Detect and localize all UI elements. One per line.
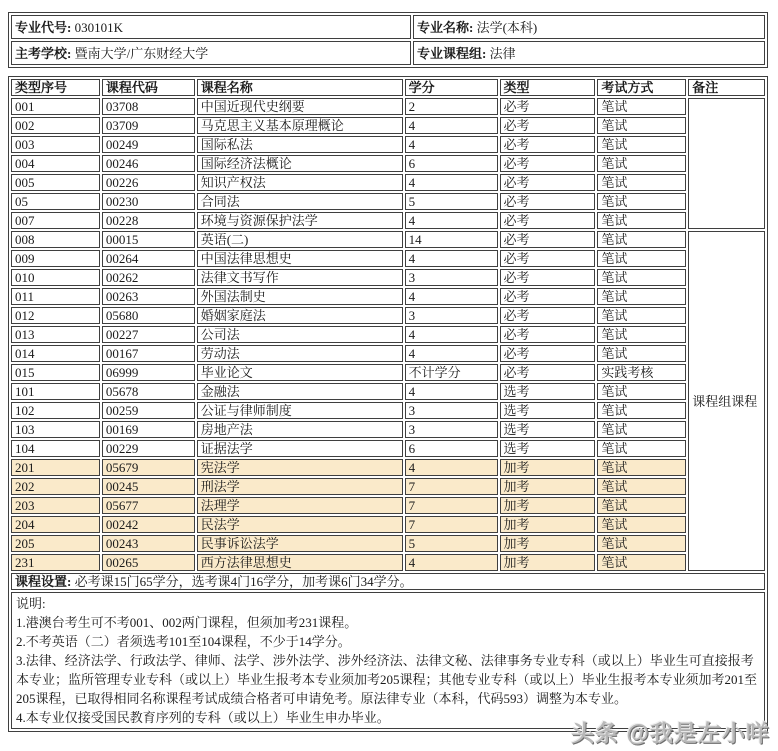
- cell-code: 00230: [102, 193, 195, 210]
- table-row: [11, 117, 765, 134]
- cell-exam: 笔试: [597, 326, 686, 343]
- course-setup-summary: [11, 573, 765, 590]
- column-header: 学分: [405, 79, 498, 96]
- cell-name: 马克思主义基本原理概论: [197, 117, 403, 134]
- cell-type: 选考: [500, 421, 596, 438]
- cell-credits: 6: [405, 440, 498, 457]
- course-group-label: 专业课程组:: [417, 45, 487, 61]
- cell-type: 选考: [500, 440, 596, 457]
- notes-block: [11, 592, 765, 729]
- cell-credits: 4: [405, 117, 498, 134]
- cell-exam: 笔试: [597, 421, 686, 438]
- cell-code: 00263: [102, 288, 195, 305]
- cell-credits: 4: [405, 212, 498, 229]
- cell-code: 00245: [102, 478, 195, 495]
- table-row: [11, 421, 765, 438]
- cell-code: 00243: [102, 535, 195, 552]
- cell-name: 毕业论文: [197, 364, 403, 381]
- cell-credits: 7: [405, 478, 498, 495]
- cell-seq: 101: [11, 383, 100, 400]
- cell-credits: 2: [405, 98, 498, 115]
- column-header: 课程名称: [197, 79, 403, 96]
- cell-name: 环境与资源保护法学: [197, 212, 403, 229]
- cell-credits: 3: [405, 269, 498, 286]
- cell-type: 必考: [500, 231, 596, 248]
- cell-seq: 104: [11, 440, 100, 457]
- table-row: [11, 155, 765, 172]
- column-header: 备注: [688, 79, 765, 96]
- cell-name: 宪法学: [197, 459, 403, 476]
- cell-name: 国际经济法概论: [197, 155, 403, 172]
- table-row: [11, 193, 765, 210]
- cell-type: 选考: [500, 383, 596, 400]
- cell-seq: 202: [11, 478, 100, 495]
- cell-type: 加考: [500, 535, 596, 552]
- cell-code: 05680: [102, 307, 195, 324]
- course-group-cell: [413, 41, 765, 65]
- cell-type: 必考: [500, 250, 596, 267]
- cell-seq: 204: [11, 516, 100, 533]
- cell-credits: 3: [405, 421, 498, 438]
- remark-group-cell: 课程组课程: [688, 231, 765, 571]
- cell-exam: 笔试: [597, 307, 686, 324]
- cell-name: 国际私法: [197, 136, 403, 153]
- cell-type: 加考: [500, 516, 596, 533]
- school-value: 暨南大学/广东财经大学: [74, 45, 209, 61]
- cell-code: 00262: [102, 269, 195, 286]
- table-row: [11, 250, 765, 267]
- cell-credits: 4: [405, 288, 498, 305]
- cell-exam: 笔试: [597, 402, 686, 419]
- cell-seq: 201: [11, 459, 100, 476]
- table-row: [11, 136, 765, 153]
- cell-exam: 笔试: [597, 440, 686, 457]
- info-row: [11, 15, 765, 39]
- cell-seq: 007: [11, 212, 100, 229]
- cell-name: 公证与律师制度: [197, 402, 403, 419]
- table-row: [11, 535, 765, 552]
- cell-seq: 014: [11, 345, 100, 362]
- cell-type: 选考: [500, 402, 596, 419]
- table-row: [11, 440, 765, 457]
- cell-name: 合同法: [197, 193, 403, 210]
- cell-name: 金融法: [197, 383, 403, 400]
- cell-code: 00246: [102, 155, 195, 172]
- cell-credits: 4: [405, 174, 498, 191]
- table-row: [11, 345, 765, 362]
- cell-code: 00015: [102, 231, 195, 248]
- cell-credits: 5: [405, 193, 498, 210]
- cell-exam: 实践考核: [597, 364, 686, 381]
- cell-credits: 3: [405, 307, 498, 324]
- cell-type: 必考: [500, 364, 596, 381]
- cell-code: 00227: [102, 326, 195, 343]
- remark-empty-cell: [688, 98, 765, 229]
- column-header: 考试方式: [597, 79, 686, 96]
- cell-credits: 不计学分: [405, 364, 498, 381]
- cell-name: 英语(二): [197, 231, 403, 248]
- cell-code: 00264: [102, 250, 195, 267]
- cell-seq: 001: [11, 98, 100, 115]
- column-header: 类型: [500, 79, 596, 96]
- table-row: [11, 174, 765, 191]
- cell-name: 劳动法: [197, 345, 403, 362]
- cell-seq: 205: [11, 535, 100, 552]
- cell-exam: 笔试: [597, 497, 686, 514]
- cell-exam: 笔试: [597, 516, 686, 533]
- cell-code: 06999: [102, 364, 195, 381]
- cell-credits: 6: [405, 155, 498, 172]
- cell-code: 00265: [102, 554, 195, 571]
- cell-credits: 7: [405, 516, 498, 533]
- cell-code: 00249: [102, 136, 195, 153]
- cell-type: 必考: [500, 345, 596, 362]
- cell-seq: 010: [11, 269, 100, 286]
- cell-name: 刑法学: [197, 478, 403, 495]
- table-row: [11, 212, 765, 229]
- table-row: [11, 288, 765, 305]
- major-code-value: 030101K: [74, 19, 123, 35]
- note-item: 2.不考英语（二）者须选考101至104课程，不少于14学分。: [16, 634, 351, 649]
- cell-credits: 4: [405, 459, 498, 476]
- column-header: 类型序号: [11, 79, 100, 96]
- cell-name: 房地产法: [197, 421, 403, 438]
- school-label: 主考学校:: [15, 45, 72, 61]
- major-code-cell: [11, 15, 411, 39]
- cell-name: 中国法律思想史: [197, 250, 403, 267]
- table-row: [11, 554, 765, 571]
- cell-type: 必考: [500, 212, 596, 229]
- cell-exam: 笔试: [597, 155, 686, 172]
- cell-credits: 5: [405, 535, 498, 552]
- info-row: [11, 41, 765, 65]
- note-item: 4.本专业仅接受国民教育序列的专科（或以上）毕业生申办毕业。: [16, 710, 390, 725]
- cell-type: 加考: [500, 554, 596, 571]
- table-row: [11, 364, 765, 381]
- table-row: [11, 326, 765, 343]
- cell-credits: 4: [405, 326, 498, 343]
- cell-code: 03709: [102, 117, 195, 134]
- cell-exam: 笔试: [597, 345, 686, 362]
- cell-exam: 笔试: [597, 117, 686, 134]
- cell-exam: 笔试: [597, 478, 686, 495]
- cell-type: 必考: [500, 269, 596, 286]
- cell-name: 民法学: [197, 516, 403, 533]
- cell-exam: 笔试: [597, 269, 686, 286]
- notes-list: [16, 613, 760, 727]
- column-header: 课程代码: [102, 79, 195, 96]
- table-row: [11, 516, 765, 533]
- cell-exam: 笔试: [597, 383, 686, 400]
- cell-code: 05678: [102, 383, 195, 400]
- cell-type: 加考: [500, 497, 596, 514]
- cell-seq: 002: [11, 117, 100, 134]
- major-name-cell: [413, 15, 765, 39]
- major-info-table: [8, 12, 768, 68]
- cell-exam: 笔试: [597, 535, 686, 552]
- cell-type: 必考: [500, 307, 596, 324]
- cell-seq: 009: [11, 250, 100, 267]
- cell-code: 05679: [102, 459, 195, 476]
- notes-title: 说明:: [16, 596, 46, 611]
- cell-exam: 笔试: [597, 459, 686, 476]
- table-row: [11, 269, 765, 286]
- cell-name: 法律文书写作: [197, 269, 403, 286]
- cell-credits: 4: [405, 383, 498, 400]
- note-item: 3.法律、经济法学、行政法学、律师、法学、涉外法学、涉外经济法、法律文秘、法律事务专业专科（或以上）毕业生可直接报考本专业；监所管理专业专科（或以上）毕业生报考本专业须加考205课程；其他专业专科（或以上）毕业生报考本专业须加考201至205课程，已取得相同名称课程考试成绩合格者可申请免考。原法律专业（本科，代码593）调整为本专业。: [16, 653, 758, 706]
- cell-exam: 笔试: [597, 174, 686, 191]
- cell-seq: 203: [11, 497, 100, 514]
- cell-exam: 笔试: [597, 212, 686, 229]
- cell-name: 婚姻家庭法: [197, 307, 403, 324]
- cell-seq: 003: [11, 136, 100, 153]
- cell-type: 必考: [500, 117, 596, 134]
- cell-exam: 笔试: [597, 136, 686, 153]
- cell-type: 必考: [500, 136, 596, 153]
- cell-seq: 004: [11, 155, 100, 172]
- cell-seq: 013: [11, 326, 100, 343]
- cell-credits: 14: [405, 231, 498, 248]
- cell-seq: 103: [11, 421, 100, 438]
- cell-code: 00229: [102, 440, 195, 457]
- cell-exam: 笔试: [597, 231, 686, 248]
- cell-name: 中国近现代史纲要: [197, 98, 403, 115]
- cell-code: 00169: [102, 421, 195, 438]
- cell-seq: 231: [11, 554, 100, 571]
- cell-exam: 笔试: [597, 98, 686, 115]
- table-row: [11, 307, 765, 324]
- major-name-label: 专业名称:: [417, 19, 474, 35]
- summary-label: 课程设置:: [15, 574, 72, 589]
- table-row: [11, 231, 765, 248]
- major-name-value: 法学(本科): [476, 19, 538, 35]
- cell-name: 知识产权法: [197, 174, 403, 191]
- course-table-header-row: [11, 79, 765, 96]
- cell-type: 加考: [500, 478, 596, 495]
- cell-name: 证据法学: [197, 440, 403, 457]
- cell-seq: 012: [11, 307, 100, 324]
- cell-credits: 4: [405, 250, 498, 267]
- school-cell: [11, 41, 411, 65]
- major-code-label: 专业代号:: [15, 19, 72, 35]
- cell-exam: 笔试: [597, 193, 686, 210]
- cell-code: 00167: [102, 345, 195, 362]
- table-row: [11, 383, 765, 400]
- cell-code: 00242: [102, 516, 195, 533]
- cell-credits: 4: [405, 554, 498, 571]
- table-row: [11, 478, 765, 495]
- course-group-value: 法律: [489, 45, 516, 61]
- cell-seq: 008: [11, 231, 100, 248]
- cell-type: 必考: [500, 193, 596, 210]
- cell-type: 必考: [500, 98, 596, 115]
- cell-exam: 笔试: [597, 288, 686, 305]
- cell-name: 法理学: [197, 497, 403, 514]
- table-row: [11, 98, 765, 115]
- table-row: [11, 497, 765, 514]
- cell-exam: 笔试: [597, 250, 686, 267]
- cell-credits: 4: [405, 345, 498, 362]
- cell-code: 00228: [102, 212, 195, 229]
- summary-text: 必考课15门65学分，选考课4门16学分，加考课6门34学分。: [71, 574, 413, 589]
- cell-name: 外国法制史: [197, 288, 403, 305]
- cell-exam: 笔试: [597, 554, 686, 571]
- watermark: 头条 @我是左小咩: [571, 720, 770, 746]
- cell-seq: 05: [11, 193, 100, 210]
- cell-code: 00226: [102, 174, 195, 191]
- table-row: [11, 402, 765, 419]
- summary-row: [11, 573, 765, 590]
- table-row: [11, 459, 765, 476]
- cell-name: 西方法律思想史: [197, 554, 403, 571]
- cell-seq: 102: [11, 402, 100, 419]
- cell-code: 03708: [102, 98, 195, 115]
- cell-type: 必考: [500, 174, 596, 191]
- cell-code: 00259: [102, 402, 195, 419]
- notes-row: [11, 592, 765, 729]
- cell-type: 必考: [500, 288, 596, 305]
- cell-type: 加考: [500, 459, 596, 476]
- cell-code: 05677: [102, 497, 195, 514]
- course-table: [8, 76, 768, 732]
- cell-credits: 7: [405, 497, 498, 514]
- cell-name: 民事诉讼法学: [197, 535, 403, 552]
- cell-credits: 3: [405, 402, 498, 419]
- cell-seq: 015: [11, 364, 100, 381]
- note-item: 1.港澳台考生可不考001、002两门课程，但须加考231课程。: [16, 615, 358, 630]
- cell-seq: 005: [11, 174, 100, 191]
- cell-type: 必考: [500, 155, 596, 172]
- cell-type: 必考: [500, 326, 596, 343]
- cell-name: 公司法: [197, 326, 403, 343]
- cell-credits: 4: [405, 136, 498, 153]
- cell-seq: 011: [11, 288, 100, 305]
